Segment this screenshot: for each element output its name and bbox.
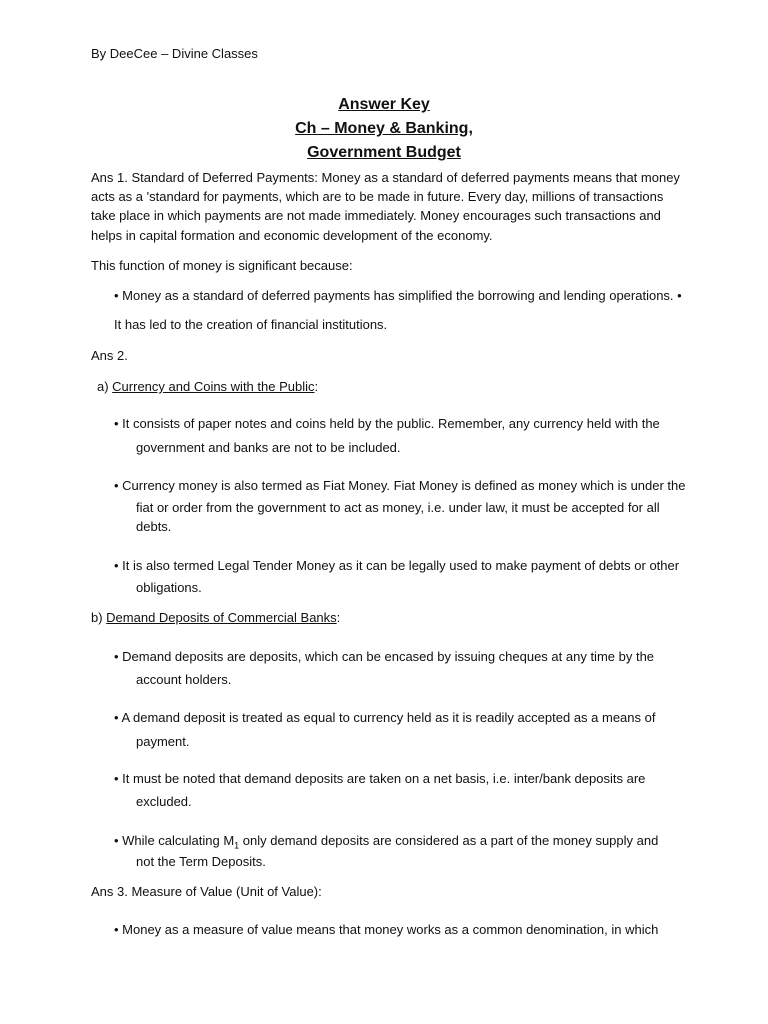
ans2-a-bullet-2-line-1: • Currency money is also termed as Fiat Money. Fiat Money is defined as money which is under the <box>114 478 686 493</box>
title-line-2: Ch – Money & Banking, <box>295 120 473 137</box>
ans2-b-bullet-3-line-1: • It must be noted that demand deposits are taken on a net basis, i.e. inter/bank deposits are <box>114 771 646 786</box>
ans2-b-suffix: : <box>336 610 341 625</box>
ans2-heading: Ans 2. <box>91 348 128 363</box>
ans2-b-bullet-2-line-1: • A demand deposit is treated as equal to currency held as it is readily accepted as a means of <box>114 710 656 725</box>
title-line-1: Answer Key <box>338 96 430 113</box>
author-header: By DeeCee – Divine Classes <box>91 46 258 61</box>
ans2-b-bullet-2-line-2: payment. <box>136 734 190 749</box>
ans2-b-prefix: b) <box>91 610 107 625</box>
ans2-a-bullet-3-line-1: • It is also termed Legal Tender Money as it can be legally used to make payment of debts or other <box>114 558 680 573</box>
ans2-a-prefix: a) <box>97 379 113 394</box>
ans2-b-bullet-1-line-2: account holders. <box>136 672 232 687</box>
ans2-a-bullet-2-line-2: fiat or order from the government to act as money, i.e. under law, it must be accepted for all <box>136 500 660 515</box>
ans2-b-bullet-3-line-2: excluded. <box>136 794 192 809</box>
ans2-b-bullet-1-line-1: • Demand deposits are deposits, which can be encased by issuing cheques at any time by the <box>114 649 655 664</box>
ans1-line-2: acts as a 'standard for payments, which are to be made in future. Every day, millions of transactions <box>91 189 664 204</box>
ans1-bullet-1: • Money as a standard of deferred payments has simplified the borrowing and lending operations. • <box>114 288 682 303</box>
ans2-a-bullet-3-line-2: obligations. <box>136 580 202 595</box>
document-title <box>0 93 768 165</box>
ans3-bullet-1: • Money as a measure of value means that money works as a common denomination, in which <box>114 922 659 937</box>
ans2-b-bullet-4-line-2: not the Term Deposits. <box>136 854 266 869</box>
ans2-a-bullet-2-line-3: debts. <box>136 519 172 534</box>
ans2-b-bullet-4-post: only demand deposits are considered as a part of the money supply and <box>239 833 659 848</box>
ans1-line-1: Ans 1. Standard of Deferred Payments: Money as a standard of deferred payments means that money <box>91 170 680 185</box>
ans2-b-bullet-4-pre: • While calculating M <box>114 833 235 848</box>
ans2-a-bullet-1-line-2: government and banks are not to be included. <box>136 440 401 455</box>
ans2-a-heading <box>97 377 318 396</box>
ans1-significance: This function of money is significant because: <box>91 258 353 273</box>
title-line-3: Government Budget <box>307 144 461 161</box>
ans1-line-3: take place in which payments are not made immediately. Money encourages such transactions and <box>91 208 661 223</box>
ans2-b-title: Demand Deposits of Commercial Banks <box>106 610 337 625</box>
ans2-a-bullet-1-line-1: • It consists of paper notes and coins held by the public. Remember, any currency held with the <box>114 416 660 431</box>
ans2-a-title: Currency and Coins with the Public <box>112 379 315 394</box>
ans1-bullet-2: It has led to the creation of financial institutions. <box>114 317 388 332</box>
ans3-heading: Ans 3. Measure of Value (Unit of Value): <box>91 884 322 899</box>
ans2-b-heading <box>91 608 340 627</box>
ans1-line-4: helps in capital formation and economic development of the economy. <box>91 228 493 243</box>
ans2-b-bullet-4-subscript: 1 <box>234 840 240 851</box>
ans2-a-suffix: : <box>314 379 319 394</box>
